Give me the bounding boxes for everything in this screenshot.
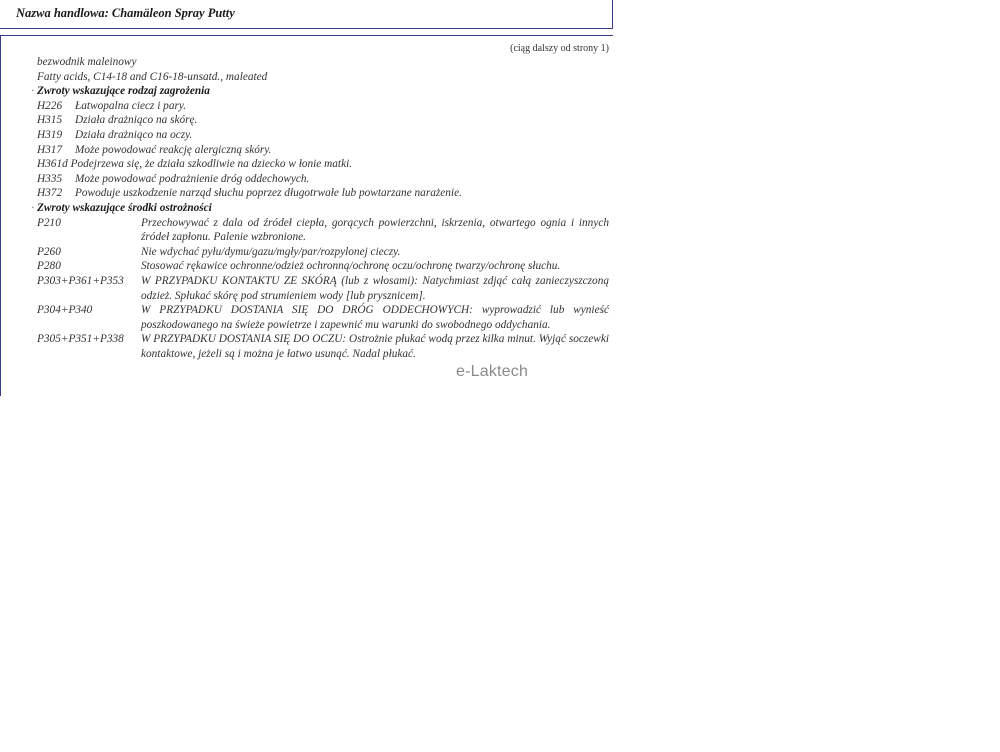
precaution-text: Stosować rękawice ochronne/odzież ochronną/ochronę oczu/ochronę twarzy/ochronę słuchu. <box>141 260 561 273</box>
component-name: bezwodnik maleinowy <box>37 56 137 68</box>
watermark-logo: e-Laktech <box>456 363 529 380</box>
hazard-code: H226 <box>37 99 63 112</box>
hazard-text: Działa drażniąco na oczy. <box>75 128 193 141</box>
header-right-border <box>612 0 613 28</box>
hazard-statement <box>37 186 609 201</box>
hazard-statement <box>37 143 609 158</box>
component-name: Fatty acids, C14-18 and C16-18-unsatd., maleated <box>37 70 268 83</box>
precaution-statement <box>37 245 609 260</box>
precaution-code: P303+P361+P353 <box>37 274 124 287</box>
precaution-statement <box>37 274 609 303</box>
document-page <box>0 0 613 392</box>
precaution-code: P304+P340 <box>37 304 93 317</box>
trade-name-header: Nazwa handlowa: Chamäleon Spray Putty <box>16 6 235 20</box>
bullet-icon: · <box>31 201 35 214</box>
hazard-statement <box>37 172 609 187</box>
label-content <box>31 55 609 361</box>
bullet-icon: · <box>31 85 35 98</box>
hazard-text: Powoduje uszkodzenie narząd słuchu poprzez długotrwałe lub powtarzane narażenie. <box>75 187 462 200</box>
precaution-code: P260 <box>37 245 61 258</box>
precaution-text: W PRZYPADKU DOSTANIA SIĘ DO DRÓG ODDECHOWYCH: wyprowadzić lub wynieść poszkodowanego na świeże powietrze i zapewnić mu warunki do swobodnego oddychania. <box>141 304 609 331</box>
hazard-code: H315 <box>37 114 63 127</box>
precaution-heading-text: Zwroty wskazujące środki ostrożności <box>37 201 212 214</box>
hazard-statement <box>37 99 609 114</box>
precaution-statement <box>37 303 609 332</box>
hazard-text: Może powodować reakcję alergiczną skóry. <box>75 143 272 156</box>
hazard-statement <box>37 157 609 172</box>
precaution-statement <box>37 259 609 274</box>
hazard-text: Może powodować podrażnienie dróg oddechowych. <box>75 172 310 185</box>
precaution-text: Nie wdychać pyłu/dymu/gazu/mgły/par/rozpylonej cieczy. <box>141 245 401 258</box>
hazard-code: H319 <box>37 128 63 141</box>
header-divider <box>0 28 613 29</box>
precaution-code: P305+P351+P338 <box>37 333 124 346</box>
precaution-text: W PRZYPADKU DOSTANIA SIĘ DO OCZU: Ostrożnie płukać wodą przez kilka minut. Wyjąć soczewki kontaktowe, jeżeli są i można je łatwo usunąć. Nadal płukać. <box>141 333 609 360</box>
precaution-code: P280 <box>37 260 61 273</box>
hazard-code: H372 <box>37 187 63 200</box>
hazard-heading-text: Zwroty wskazujące rodzaj zagrożenia <box>37 85 210 98</box>
hazard-code: H335 <box>37 172 63 185</box>
continuation-note: (ciąg dalszy od strony 1) <box>510 43 609 54</box>
hazard-code: H317 <box>37 143 63 156</box>
hazard-text: Działa drażniąco na skórę. <box>75 114 198 127</box>
precaution-text: W PRZYPADKU KONTAKTU ZE SKÓRĄ (lub z włosami): Natychmiast zdjąć całą zanieczyszczoną odzież. Spłukać skórę pod strumieniem wody [lub prysznicem]. <box>141 274 609 302</box>
hazard-text: Łatwopalna ciecz i pary. <box>75 99 187 112</box>
hazard-text: Podejrzewa się, że działa szkodliwie na dziecko w łonie matki. <box>70 158 353 171</box>
hazard-statement <box>37 128 609 143</box>
precaution-statement <box>37 216 609 245</box>
precaution-statement <box>37 332 609 361</box>
precaution-code: P210 <box>37 216 61 229</box>
precaution-heading <box>31 201 609 216</box>
precaution-text: Przechowywać z dala od źródeł ciepła, gorących powierzchni, iskrzenia, otwartego ognia i innych źródeł zapłonu. Palenie wzbronione. <box>141 216 609 244</box>
hazard-code: H361d <box>37 158 68 171</box>
hazard-heading <box>31 84 609 99</box>
hazard-statement <box>37 113 609 128</box>
